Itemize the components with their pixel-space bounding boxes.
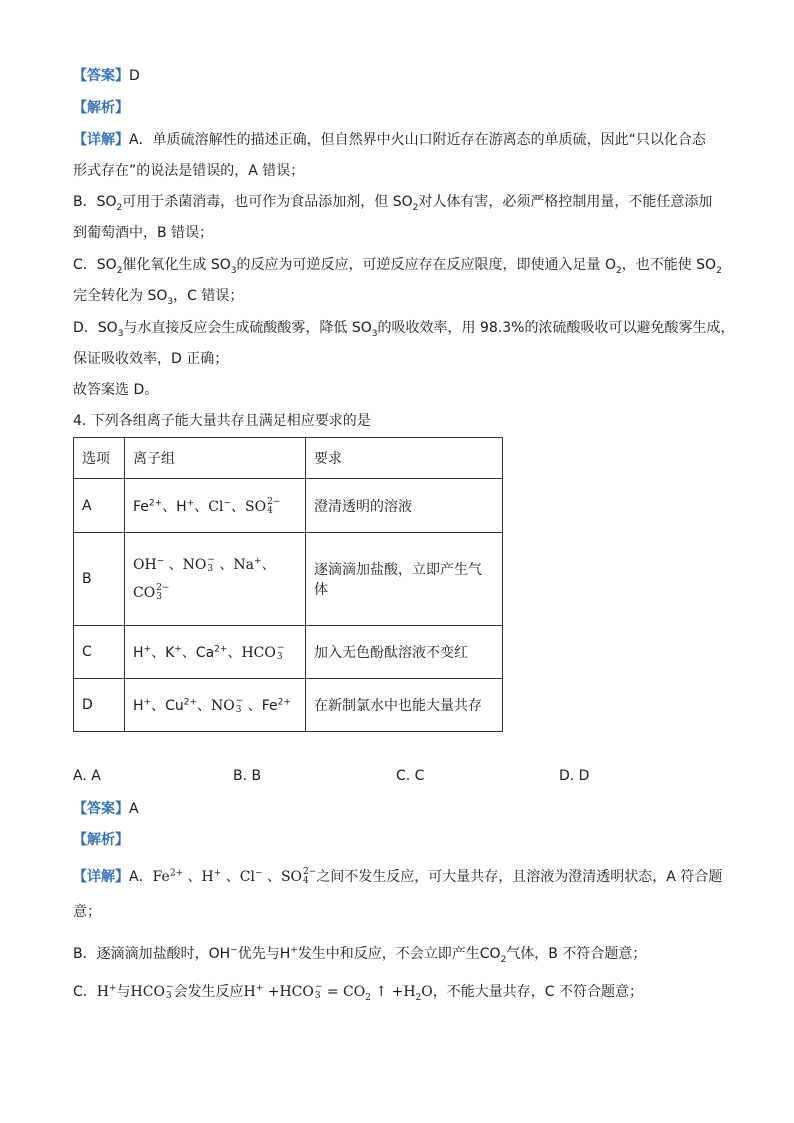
text: ，C 错误； (173, 288, 244, 304)
table-row (74, 479, 503, 533)
ion-cell: H+、$Cu^{2+}$、NO − 3 、$Fe^{2+}$ (125, 679, 306, 732)
option-c[interactable]: C. C (396, 768, 425, 784)
text: B．SO (73, 194, 117, 210)
detail-tag: 【详解】 (73, 869, 129, 885)
text: ，也不能使 SO (621, 257, 717, 273)
table-header-cell: 离子组 (125, 438, 306, 479)
answer-value: D (129, 68, 140, 84)
table-header-cell: 选项 (74, 438, 125, 479)
text: 发生中和反应，不会立即产生CO (297, 946, 501, 962)
detail-line (73, 130, 706, 150)
answer-line (73, 66, 140, 86)
detail-line: 形式存在”的说法是错误的，A 错误； (73, 163, 305, 179)
detail-line: 【详解】A．$Fe^{2+}$ 、H+ 、Cl− 、SO 2− 4 之间不发生反应，可大量共存，且溶液为澄清透明状态，A 符合题 (73, 867, 723, 886)
answer-value: A (129, 801, 139, 817)
text: 的反应为可逆反应，可逆反应存在反应限度，即使通入足量 O (236, 257, 616, 273)
answer-options (73, 768, 633, 788)
analysis-heading: 【解析】 (73, 100, 129, 116)
requirement-cell: 加入无色酚酞溶液不变红 (306, 626, 503, 679)
requirement-cell: 逐滴滴加盐酸，立即产生气体 (306, 533, 503, 626)
answer-tag: 【答案】 (73, 801, 129, 817)
conclusion-line: 故答案选 D。 (73, 382, 159, 398)
answer-line (73, 799, 139, 819)
detail-line: B．逐滴滴加盐酸时，OH−优先与H+发生中和反应，不会立即产生$CO_2$气体，B 不符合题意； (73, 945, 647, 965)
text: 可用于杀菌消毒，也可作为食品添加剂，但 SO (122, 194, 413, 210)
detail-line: C．H+与HCO − 3 会发生反应H+ +HCO − 3 = $CO_2$ ↑ $+H_2O$，不能大量共存，C 不符合题意； (73, 982, 643, 1003)
option-d[interactable]: D. D (559, 768, 590, 784)
table-row (74, 533, 503, 626)
table-row (74, 626, 503, 679)
detail-line: 保证吸收效率，D 正确； (73, 351, 229, 367)
requirement-cell: 澄清透明的溶液 (306, 479, 503, 533)
text: ，不能大量共存，C 不符合题意； (432, 984, 643, 1000)
text: D．SO (73, 320, 118, 336)
text: 的吸收效率，用 98.3%的浓硫酸吸收可以避免酸雾生成， (377, 320, 735, 336)
text: 与水直接反应会生成硫酸酸雾，降低 SO (123, 320, 372, 336)
text: 气体，B 不符合题意； (506, 946, 647, 962)
text: 优先与H (237, 946, 291, 962)
ion-cell: OH− 、NO − 3 、Na+、 CO 2− 3 (125, 533, 306, 626)
detail-line: 到葡萄酒中，B 错误； (73, 225, 214, 241)
text: 之间不发生反应，可大量共存，且溶液为澄清透明状态，A 符合题 (316, 869, 723, 885)
text: A． (129, 869, 153, 885)
text: C．SO (73, 257, 117, 273)
option-cell: D (74, 679, 125, 732)
detail-text: A．单质硫溶解性的描述正确，但自然界中火山口附近存在游离态的单质硫，因此“只以化合态 (129, 132, 706, 148)
text: 催化氧化生成 SO (122, 257, 231, 273)
text: 对人体有害，必须严格控制用量，不能任意添加 (418, 194, 713, 210)
option-a[interactable]: A. A (73, 768, 101, 784)
ion-cell: $Fe^{2+}$、H+、Cl−、SO 2− 4 (125, 479, 306, 533)
text: B．逐滴滴加盐酸时，OH (73, 946, 231, 962)
text: 完全转化为 SO (73, 288, 168, 304)
analysis-heading: 【解析】 (73, 832, 129, 848)
answer-tag: 【答案】 (73, 68, 129, 84)
table-header-cell: 要求 (306, 438, 503, 479)
option-cell: C (74, 626, 125, 679)
ion-table (73, 437, 503, 732)
ion-cell: H+、K+、$Ca^{2+}$、HCO − 3 (125, 626, 306, 679)
option-cell: B (74, 533, 125, 626)
detail-line: 完全转化为 $SO_3$，C 错误； (73, 288, 244, 307)
question-stem: 4. 下列各组离子能大量共存且满足相应要求的是 (73, 413, 371, 429)
option-cell: A (74, 479, 125, 533)
table-header-row (74, 438, 503, 479)
option-b[interactable]: B. B (233, 768, 262, 784)
detail-line: C．$SO_2$催化氧化生成 $SO_3$的反应为可逆反应，可逆反应存在反应限度，即使通入足量 $O_2$，也不能使 $SO_2$ (73, 257, 722, 276)
text: C． (73, 984, 97, 1000)
detail-line: D．$SO_3$与水直接反应会生成硫酸酸雾，降低 $SO_3$的吸收效率，用 98.3%的浓硫酸吸收可以避免酸雾生成， (73, 320, 735, 339)
detail-line: B．$SO_2$可用于杀菌消毒，也可作为食品添加剂，但 $SO_2$对人体有害，必须严格控制用量，不能任意添加 (73, 194, 713, 213)
table-row (74, 679, 503, 732)
detail-line: 意； (73, 904, 101, 920)
requirement-cell: 在新制氯水中也能大量共存 (306, 679, 503, 732)
detail-tag: 【详解】 (73, 132, 129, 148)
